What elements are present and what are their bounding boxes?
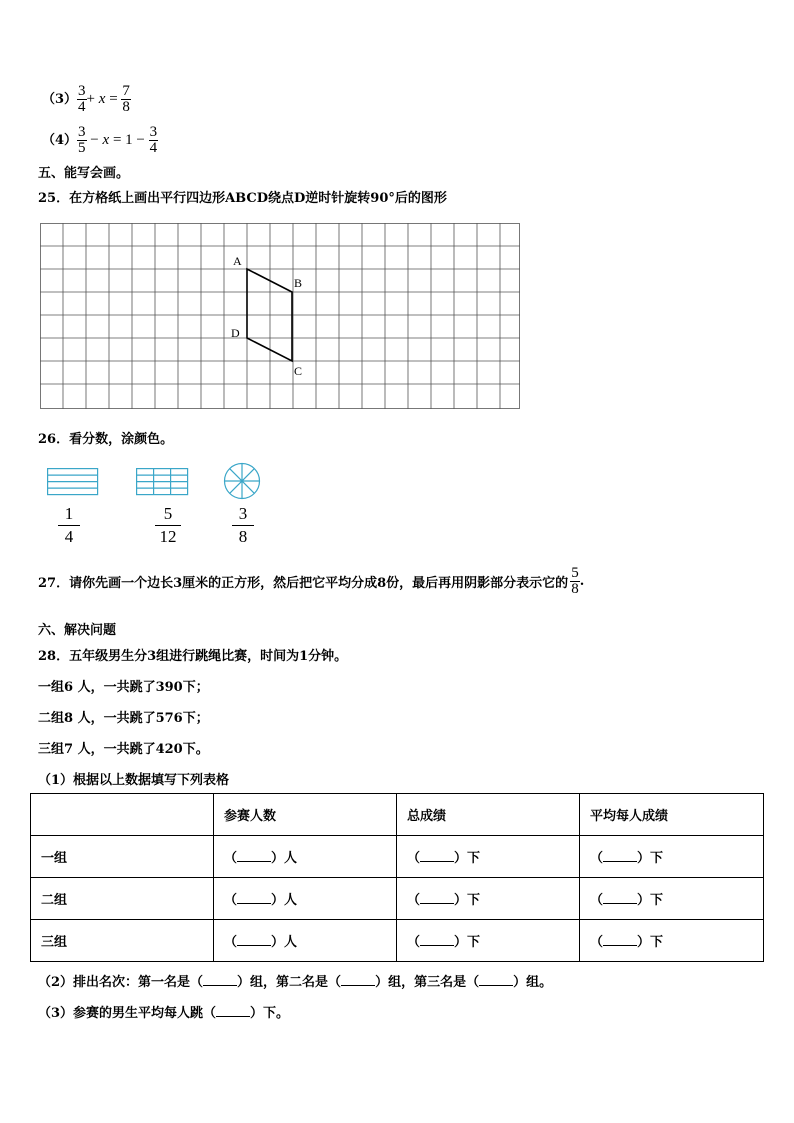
answer-cell[interactable]: （ ）下 (580, 878, 764, 920)
header-cell: 平均每人成绩 (580, 794, 764, 836)
table-header-row (31, 794, 764, 836)
point-b-label: B (294, 276, 303, 290)
answer-cell[interactable]: （ ）人 (214, 836, 397, 878)
fraction: $\frac{3}{4}$ (149, 124, 158, 156)
question-28: 28．五年级男生分3组进行跳绳比赛，时间为1分钟。 (38, 649, 348, 664)
data-line: 三组7 人，一共跳了420下。 (38, 742, 209, 757)
group-cell: 三组 (31, 920, 214, 962)
answer-cell[interactable]: （ ）人 (214, 878, 397, 920)
answer-blank[interactable] (216, 1004, 250, 1017)
sub-question-3: （3）参赛的男生平均每人跳（ ）下。 (38, 1006, 290, 1021)
fraction-one-quarter: 1 4 (58, 505, 80, 546)
fraction-figure-quarters (47, 468, 99, 496)
fraction: $\frac{5}{8}$ (571, 565, 579, 597)
table-row (31, 920, 764, 962)
question-27: 27．请你先画一个边长3厘米的正方形，然后把它平均分成8份，最后再用阴影部分表示它的 $\frac{5}{8}$ . (38, 565, 585, 597)
answer-blank[interactable] (203, 973, 237, 986)
answer-blank[interactable] (479, 973, 513, 986)
fraction: $\frac{3}{5}$ (78, 124, 86, 156)
fraction: $\frac{7}{8}$ (122, 83, 130, 115)
fraction-three-eighths: 3 8 (232, 505, 254, 546)
fraction: $\frac{3}{4}$ (78, 83, 86, 115)
group-cell: 一组 (31, 836, 214, 878)
equation-3: （3） $\frac{3}{4}$ + x = $\frac{7}{8}$ (42, 83, 130, 115)
equation-label: （3） (42, 92, 78, 107)
table-row (31, 878, 764, 920)
header-cell (31, 794, 214, 836)
results-table (30, 793, 764, 962)
answer-cell[interactable]: （ ）下 (580, 836, 764, 878)
fraction-five-twelfths: 5 12 (155, 505, 181, 546)
point-d-label: D (231, 326, 240, 340)
data-line: 二组8 人，一共跳了576下； (38, 711, 209, 726)
table-row (31, 836, 764, 878)
section-heading: 六、解决问题 (38, 623, 117, 638)
header-cell: 总成绩 (397, 794, 580, 836)
group-cell: 二组 (31, 878, 214, 920)
point-c-label: C (294, 364, 303, 378)
fraction-figure-eighths (223, 462, 261, 500)
header-cell: 参赛人数 (214, 794, 397, 836)
data-line: 一组6 人，一共跳了390下； (38, 680, 209, 695)
answer-cell[interactable]: （ ）下 (397, 836, 580, 878)
answer-cell[interactable]: （ ）下 (580, 920, 764, 962)
question-25: 25．在方格纸上画出平行四边形ABCD绕点D逆时针旋转90°后的图形 (38, 191, 447, 206)
answer-cell[interactable]: （ ）下 (397, 878, 580, 920)
section-heading: 五、能写会画。 (38, 166, 130, 181)
answer-blank[interactable] (341, 973, 375, 986)
answer-cell[interactable]: （ ）人 (214, 920, 397, 962)
point-a-label: A (233, 254, 242, 268)
fraction-figure-twelfths (136, 468, 189, 496)
sub-question-2: （2）排出名次：第一名是（ ）组，第二名是（ ）组，第三名是（ ）组。 (38, 975, 553, 990)
sub-question-1: （1）根据以上数据填写下列表格 (38, 773, 230, 788)
question-26: 26．看分数，涂颜色。 (38, 432, 174, 447)
equation-4: （4） $\frac{3}{5}$ − x = 1 − $\frac{3}{4}$ (42, 124, 158, 156)
equation-label: （4） (42, 133, 78, 148)
answer-cell[interactable]: （ ）下 (397, 920, 580, 962)
grid-paper (40, 223, 521, 410)
